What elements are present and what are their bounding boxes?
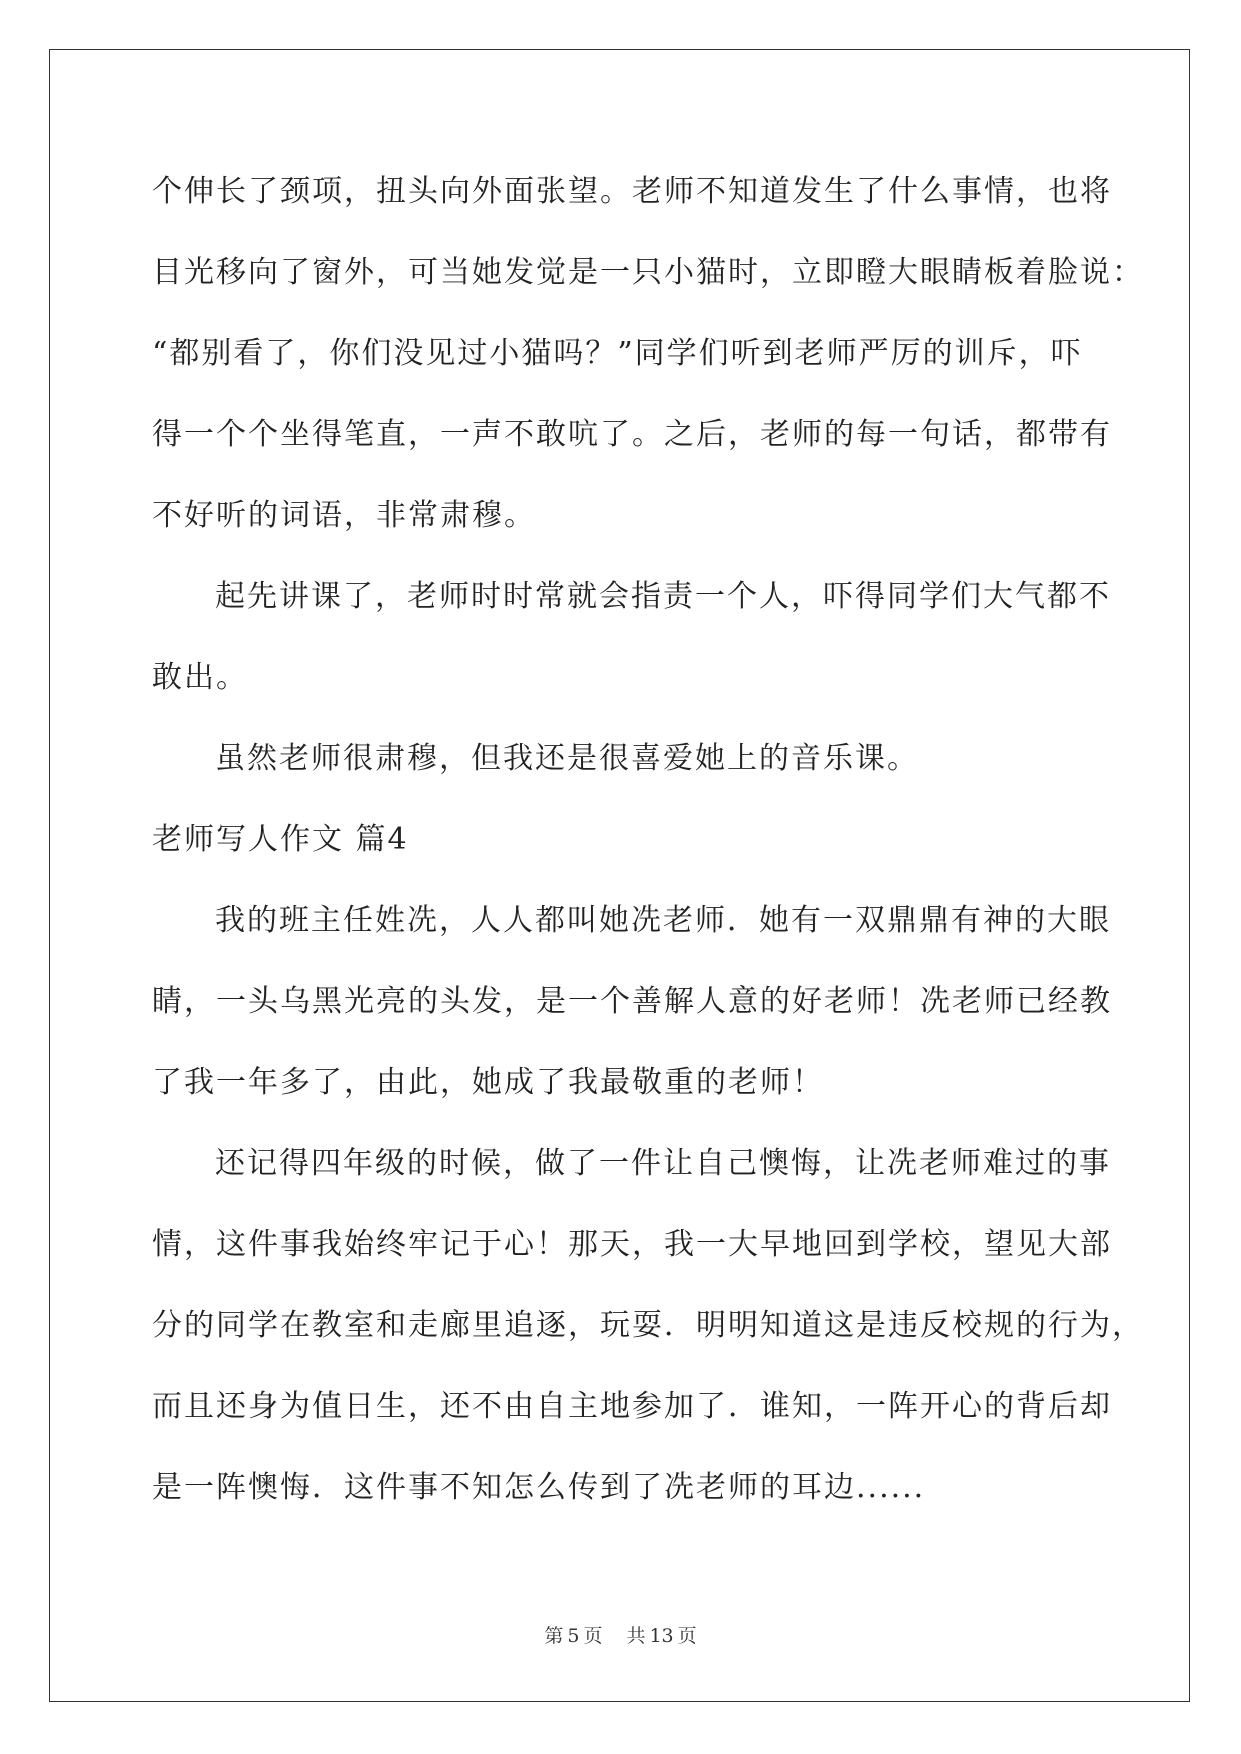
page-border: [49, 49, 1190, 1702]
text-line-13: 还记得四年级的时候，做了一件让自己懊悔，让冼老师难过的事: [215, 1146, 1111, 1181]
text-line-11: 睛，一头乌黑光亮的头发，是一个善解人意的好老师！冼老师已经教: [152, 984, 1112, 1019]
section-heading: 老师写人作文 篇4: [152, 822, 409, 857]
text-line-15: 分的同学在教室和走廊里追逐，玩耍．明明知道这是违反校规的行为，: [152, 1308, 1144, 1343]
text-line-4: 得一个个坐得笔直，一声不敢吭了。之后，老师的每一句话，都带有: [152, 417, 1112, 452]
text-line-6: 起先讲课了，老师时时常就会指责一个人，吓得同学们大气都不: [215, 579, 1111, 614]
page-footer: [0, 1624, 1241, 1648]
total-label-pre: 共: [626, 1625, 646, 1647]
text-line-10: 我的班主任姓冼，人人都叫她冼老师．她有一双鼎鼎有神的大眼: [215, 903, 1111, 938]
page-current: 5: [567, 1625, 580, 1647]
text-line-2: 目光移向了窗外，可当她发觉是一只小猫时，立即瞪大眼睛板着脸说：: [152, 255, 1144, 290]
text-line-12: 了我一年多了，由此，她成了我最敬重的老师！: [152, 1065, 824, 1100]
text-line-8: 虽然老师很肃穆，但我还是很喜爱她上的音乐课。: [215, 741, 919, 776]
text-line-17: 是一阵懊悔．这件事不知怎么传到了冼老师的耳边......: [152, 1470, 926, 1505]
page-label-post: 页: [583, 1625, 603, 1647]
text-line-3: “都别看了，你们没见过小猫吗？”同学们听到老师严厉的训斥，吓: [152, 336, 1083, 371]
page-total: 13: [649, 1625, 674, 1647]
text-line-14: 情，这件事我始终牢记于心！那天，我一大早地回到学校，望见大部: [152, 1227, 1112, 1262]
total-label-post: 页: [677, 1625, 697, 1647]
text-line-5: 不好听的词语，非常肃穆。: [152, 498, 536, 533]
page-label-pre: 第: [544, 1625, 564, 1647]
text-line-16: 而且还身为值日生，还不由自主地参加了．谁知，一阵开心的背后却: [152, 1389, 1112, 1424]
text-line-1: 个伸长了颈项，扭头向外面张望。老师不知道发生了什么事情，也将: [152, 174, 1112, 209]
text-line-7: 敢出。: [152, 660, 248, 695]
